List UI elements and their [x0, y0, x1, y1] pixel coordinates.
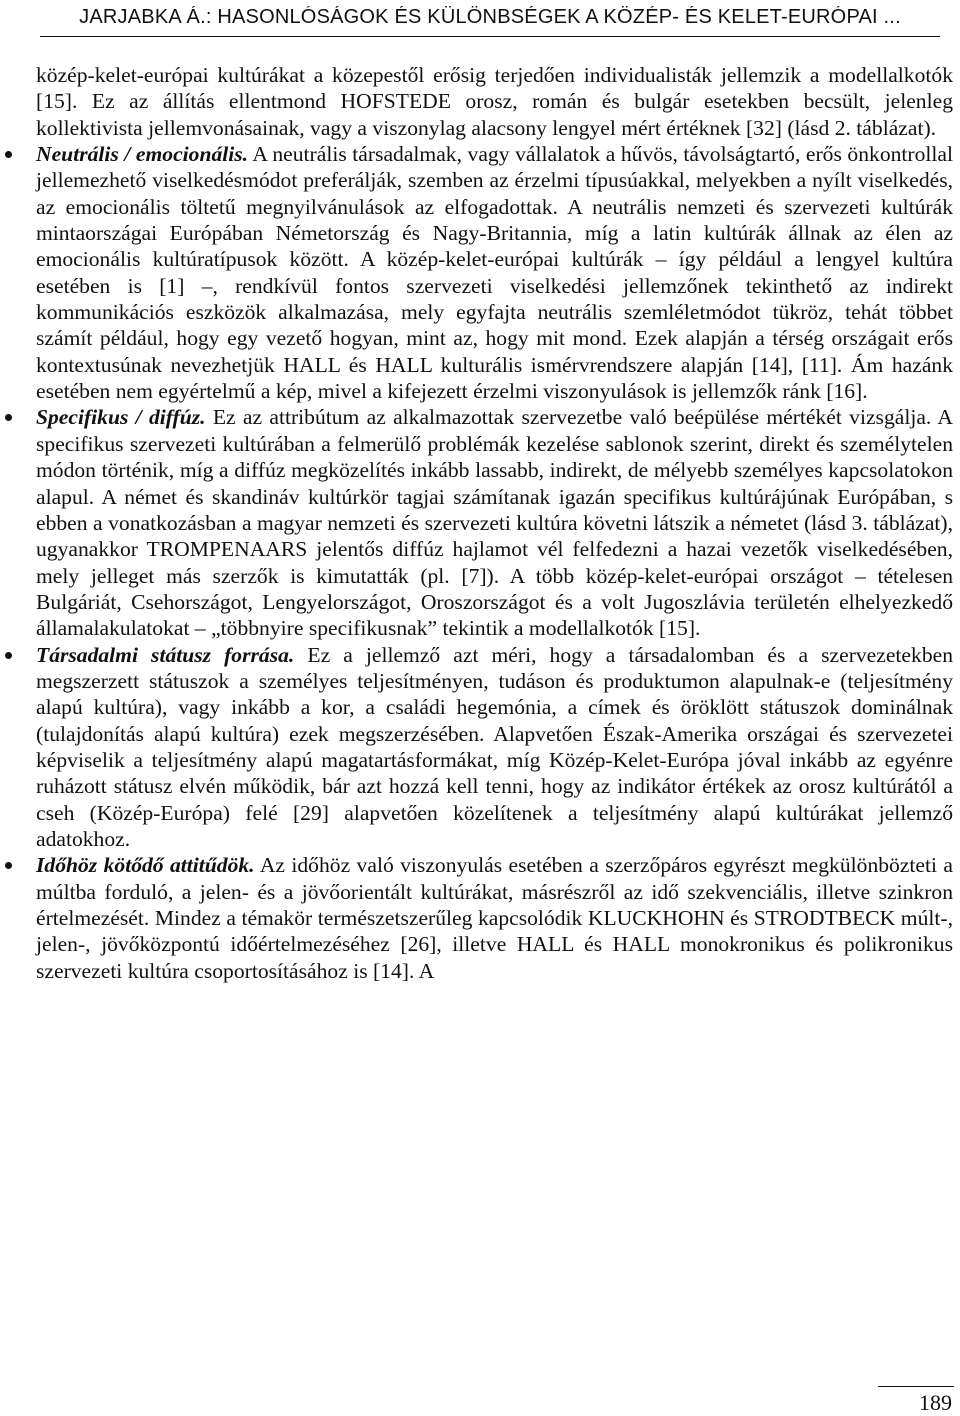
page-body — [36, 62, 953, 984]
bullet-icon — [5, 862, 12, 869]
item-term: Neutrális / emocionális. — [36, 142, 249, 167]
item-text: Az időhöz való viszonyulás esetében a szerzőpáros egyrészt megkülönbözteti a múltba forduló, a jelen- és a jövőorientált kultúrákat, másrészről az idő szekvenciális, illetve szinkron értelmezését. Mindez a témakör természetszerűleg kapcsolódik KLUCKHOHN és STRODTBECK múlt-, jelen-, jövőközpontú időértelmezéséhez [26], illetve HALL és HALL monokronikus és polikronikus szervezeti kultúra csoportosításához is [14]. A — [36, 853, 953, 983]
item-term: Időhöz kötődő attitűdök. — [36, 853, 255, 878]
item-text: Ez a jellemző azt méri, hogy a társadalomban és a szervezetekben megszerzett státuszok a személyes teljesítményen, tudáson és produktumon alapulnak-e (teljesítmény alapú kultúra), vagy inkább a kor, a családi hegemónia, a címek és öröklött státuszok dominálnak (tulajdonítás alapú kultúra) ezek megszerzésében. Alapvetően Észak-Amerika országai és szervezetei képviselik a teljesítmény alapú magatartásformákat, míg Közép-Kelet-Európa jóval inkább az egyénre ruházott státusz elvén működik, bár azt hozzá kell tenni, hogy az indikátor értékek az orosz kultúrától a cseh (Közép-Európa) felé [29] alapvetően közelítenek a teljesítmény alapú kultúrákat jellemző adatokhoz. — [36, 642, 953, 851]
item-text: Ez az attribútum az alkalmazottak szervezetbe való beépülése mértékét vizsgálja. A specifikus szervezeti kultúrában a felmerülő problémák kezelése sablonok szerint, direkt és személytelen módon történik, míg a diffúz megközelítés inkább lassabb, indirekt, de mélyebb személyes kapcsolatokon alapul. A német és skandináv kultúrkör tagjai számítanak igazán specifikus kultúrájúnak Európában, s ebben a vonatkozásban a magyar nemzeti és szervezeti kultúra követni látszik a németet (lásd 3. táblázat), ugyanakkor TROMPENAARS jelentős diffúz hajlamot vél felfedezni a hazai vezetők viselkedésében, mely jelleget más szerzők is kimutatták (pl. [7]). A több közép-kelet-európai országot – tételesen Bulgáriát, Csehországot, Lengyelországot, Oroszországot és a volt Jugoszlávia területén elhelyezkedő államalakulatokat – „többnyire specifikusnak” tekintik a modellalkotók [15]. — [36, 405, 954, 641]
list-item — [36, 852, 953, 984]
footer-rule — [878, 1386, 954, 1387]
list-item — [36, 642, 953, 853]
running-header — [40, 6, 940, 37]
item-term: Társadalmi státusz forrása. — [36, 642, 295, 667]
page-number: 189 — [919, 1390, 952, 1415]
item-text: A neutrális társadalmak, vagy vállalatok a hűvös, távolságtartó, erős önkontrollal jellemezhető viselkedésmódot preferálják, szemben az érzelmi típusúakkal, melyekben a nyílt viselkedés, az emocionális töltetű megnyilvánulások az elfogadottak. A neutrális nemzeti és szervezeti kultúrák mintaországai Európában Németország és Nagy-Britannia, míg a latin kultúrák állnak az élen az emocionális kultúratípusok között. A közép-kelet-európai kultúrák – így például a lengyel kultúra esetében is [1] –, rendkívül fontos szervezeti viselkedési jellemzőnek tekinthető az indirekt kommunikációs eszközök alkalmazása, mely egyfajta neutrális szemléletmódot tükröz, tehát többet számít például, hogy egy vezető hogyan, mint az, hogy mit mond. Ezek alapján a térség országait erős kontextusúnak nevezhetjük HALL és HALL kulturális ismérvrendszere alapján [14], [11]. Ám hazánk esetében nem egyértelmű a kép, mivel a kifejezett érzelmi viszonyulások is jellemzők ránk [16]. — [36, 142, 953, 404]
bullet-list — [36, 141, 953, 984]
list-item — [36, 141, 953, 404]
list-item — [36, 404, 953, 641]
running-title: JARJABKA Á.: HASONLÓSÁGOK ÉS KÜLÖNBSÉGEK A KÖZÉP- ÉS KELET-EURÓPAI ... — [79, 6, 901, 28]
bullet-icon — [5, 652, 12, 659]
intro-paragraph: közép-kelet-európai kultúrákat a közepestől erősig terjedően individualisták jellemzik a modellalkotók [15]. Ez az állítás ellentmond HOFSTEDE orosz, román és bulgár esetekben becsült, jelenleg kollektivista jellemvonásainak, vagy a viszonylag alacsony lengyel mért értéknek [32] (lásd 2. táblázat). — [36, 63, 953, 140]
item-term: Specifikus / diffúz. — [36, 405, 206, 430]
bullet-icon — [5, 414, 12, 421]
bullet-icon — [5, 151, 12, 158]
